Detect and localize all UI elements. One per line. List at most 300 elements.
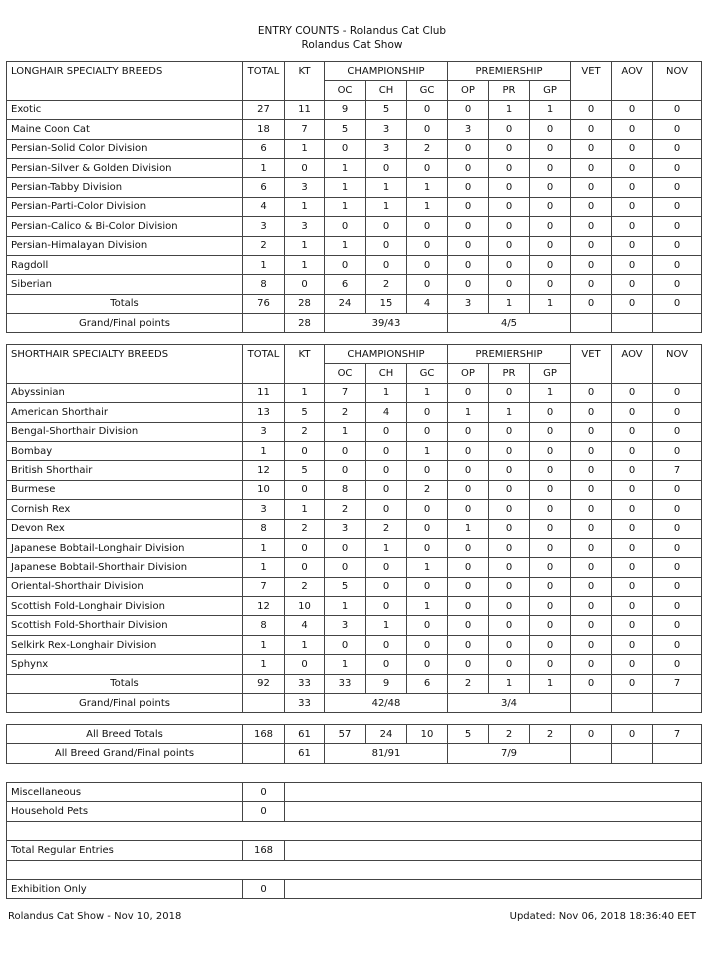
cell-ch: 0 (366, 217, 407, 236)
cell-vet: 0 (571, 139, 612, 158)
cell-aov: 0 (612, 725, 653, 744)
cell-gp: 0 (530, 480, 571, 499)
cell-pr: 0 (489, 158, 530, 177)
row-label: Totals (7, 674, 243, 693)
cell-kt: 1 (285, 635, 325, 654)
cell-op: 0 (448, 461, 489, 480)
cell-gp: 0 (530, 275, 571, 294)
cell-oc: 0 (325, 538, 366, 557)
cell-ch: 4 (366, 403, 407, 422)
cell-total: 3 (243, 422, 285, 441)
table-row (7, 480, 702, 499)
col-header-premiership: PREMIERSHIP (448, 62, 571, 81)
cell-kt: 0 (285, 538, 325, 557)
cell-total: 6 (243, 139, 285, 158)
cell-kt: 4 (285, 616, 325, 635)
table-cell (653, 364, 702, 383)
cell-gp: 0 (530, 635, 571, 654)
cell-kt: 1 (285, 139, 325, 158)
cell-total: 6 (243, 178, 285, 197)
cell-kt: 2 (285, 577, 325, 596)
col-header-vet: VET (571, 345, 612, 364)
cell-oc: 1 (325, 422, 366, 441)
table-cell (285, 783, 702, 802)
cell-oc: 2 (325, 403, 366, 422)
cell-oc: 0 (325, 255, 366, 274)
cell-total: 1 (243, 655, 285, 674)
cell-nov: 0 (653, 275, 702, 294)
cell-oc: 3 (325, 616, 366, 635)
row-label: Persian-Calico & Bi-Color Division (7, 217, 243, 236)
cell-aov: 0 (612, 100, 653, 119)
cell-gp: 0 (530, 441, 571, 460)
cell-gc: 0 (407, 616, 448, 635)
table-cell (612, 364, 653, 383)
report-header (0, 24, 704, 52)
cell-gp: 0 (530, 461, 571, 480)
cell-nov: 0 (653, 616, 702, 635)
table-cell (612, 314, 653, 333)
table-row (7, 120, 702, 139)
summary-row (7, 802, 702, 821)
cell-total: 76 (243, 294, 285, 313)
cell-vet: 0 (571, 674, 612, 693)
table-cell (571, 314, 612, 333)
col-header-ch: CH (366, 81, 407, 100)
cell-aov: 0 (612, 635, 653, 654)
cell-oc: 0 (325, 441, 366, 460)
cell-gc: 6 (407, 674, 448, 693)
cell-total: 1 (243, 558, 285, 577)
table-cell (653, 314, 702, 333)
cell-gp: 2 (530, 725, 571, 744)
cell-vet: 0 (571, 158, 612, 177)
cell-kt: 3 (285, 217, 325, 236)
cell-gc: 1 (407, 441, 448, 460)
cell-oc: 9 (325, 100, 366, 119)
col-header-pr: PR (489, 364, 530, 383)
cell-op: 0 (448, 158, 489, 177)
row-label: Totals (7, 294, 243, 313)
cell-ch: 0 (366, 480, 407, 499)
cell-kt-points: 28 (285, 314, 325, 333)
cell-aov: 0 (612, 480, 653, 499)
table-row (7, 616, 702, 635)
cell-nov: 0 (653, 441, 702, 460)
cell-pr: 0 (489, 655, 530, 674)
cell-op: 0 (448, 275, 489, 294)
cell-oc: 0 (325, 139, 366, 158)
cell-gp: 0 (530, 597, 571, 616)
cell-vet: 0 (571, 519, 612, 538)
row-label: Grand/Final points (7, 694, 243, 713)
cell-ch: 0 (366, 577, 407, 596)
col-header-vet: VET (571, 62, 612, 81)
cell-gc: 0 (407, 635, 448, 654)
summary-row (7, 783, 702, 802)
header-row (7, 62, 702, 81)
col-header-oc: OC (325, 364, 366, 383)
cell-kt: 2 (285, 519, 325, 538)
cell-pr: 0 (489, 236, 530, 255)
cell-vet: 0 (571, 461, 612, 480)
summary-value: 168 (243, 841, 285, 860)
cell-nov: 0 (653, 294, 702, 313)
cell-oc: 0 (325, 217, 366, 236)
summary-value: 0 (243, 879, 285, 898)
table-cell (7, 364, 243, 383)
row-label: Cornish Rex (7, 500, 243, 519)
cell-total: 8 (243, 616, 285, 635)
cell-nov: 0 (653, 422, 702, 441)
cell-oc: 8 (325, 480, 366, 499)
row-label: Persian-Solid Color Division (7, 139, 243, 158)
cell-op: 1 (448, 403, 489, 422)
cell-premiership-points: 3/4 (448, 694, 571, 713)
cell-kt: 1 (285, 500, 325, 519)
cell-pr: 0 (489, 178, 530, 197)
cell-op: 0 (448, 197, 489, 216)
cell-total: 1 (243, 441, 285, 460)
cell-ch: 0 (366, 422, 407, 441)
cell-oc: 6 (325, 275, 366, 294)
cell-pr: 0 (489, 519, 530, 538)
cell-aov: 0 (612, 655, 653, 674)
cell-total: 12 (243, 461, 285, 480)
table-cell (285, 81, 325, 100)
cell-gp: 0 (530, 577, 571, 596)
cell-gc: 1 (407, 597, 448, 616)
row-label: Persian-Tabby Division (7, 178, 243, 197)
row-label: Scottish Fold-Shorthair Division (7, 616, 243, 635)
cell-aov: 0 (612, 674, 653, 693)
cell-ch: 0 (366, 441, 407, 460)
table-row (7, 255, 702, 274)
cell-oc: 2 (325, 500, 366, 519)
table-cell (612, 694, 653, 713)
cell-kt: 5 (285, 403, 325, 422)
cell-gc: 0 (407, 538, 448, 557)
cell-gp: 0 (530, 255, 571, 274)
cell-oc: 0 (325, 635, 366, 654)
cell-total: 11 (243, 383, 285, 402)
cell-pr: 0 (489, 616, 530, 635)
cell-kt: 11 (285, 100, 325, 119)
row-label: American Shorthair (7, 403, 243, 422)
cell-gc: 1 (407, 178, 448, 197)
cell-vet: 0 (571, 403, 612, 422)
cell-total: 4 (243, 197, 285, 216)
cell-vet: 0 (571, 217, 612, 236)
table-row (7, 461, 702, 480)
cell-aov: 0 (612, 236, 653, 255)
cell-gp: 0 (530, 120, 571, 139)
table-cell (7, 81, 243, 100)
cell-ch: 3 (366, 120, 407, 139)
cell-aov: 0 (612, 139, 653, 158)
cell-pr: 0 (489, 197, 530, 216)
table-row (7, 538, 702, 557)
cell-op: 0 (448, 255, 489, 274)
cell-op: 0 (448, 236, 489, 255)
header-row (7, 345, 702, 364)
row-label: Selkirk Rex-Longhair Division (7, 635, 243, 654)
table-cell (653, 81, 702, 100)
row-label: All Breed Totals (7, 725, 243, 744)
cell-total: 13 (243, 403, 285, 422)
cell-pr: 0 (489, 422, 530, 441)
cell-nov: 0 (653, 500, 702, 519)
cell-kt: 0 (285, 158, 325, 177)
cell-gc: 0 (407, 236, 448, 255)
cell-gc: 0 (407, 577, 448, 596)
cell-total: 2 (243, 236, 285, 255)
cell-total: 3 (243, 217, 285, 236)
cell-ch: 0 (366, 255, 407, 274)
cell-vet: 0 (571, 275, 612, 294)
cell-gp: 0 (530, 616, 571, 635)
row-label: Sphynx (7, 655, 243, 674)
table-row (7, 403, 702, 422)
cell-vet: 0 (571, 120, 612, 139)
cell-aov: 0 (612, 120, 653, 139)
cell-ch: 15 (366, 294, 407, 313)
cell-vet: 0 (571, 255, 612, 274)
cell-kt: 0 (285, 275, 325, 294)
cell-nov: 0 (653, 577, 702, 596)
cell-aov: 0 (612, 255, 653, 274)
spacer-row (7, 821, 702, 840)
table-row (7, 441, 702, 460)
table-cell (7, 860, 702, 879)
cell-pr: 0 (489, 255, 530, 274)
cell-ch: 0 (366, 558, 407, 577)
col-header-aov: AOV (612, 345, 653, 364)
footer-show-date: Rolandus Cat Show - Nov 10, 2018 (8, 911, 182, 922)
cell-gc: 0 (407, 158, 448, 177)
report-title: ENTRY COUNTS - Rolandus Cat Club (257, 25, 447, 37)
subheader-row (7, 81, 702, 100)
cell-ch: 3 (366, 139, 407, 158)
cell-ch: 2 (366, 275, 407, 294)
cell-ch: 1 (366, 616, 407, 635)
cell-vet: 0 (571, 635, 612, 654)
cell-op: 3 (448, 294, 489, 313)
cell-oc: 33 (325, 674, 366, 693)
col-header-total: TOTAL (243, 62, 285, 81)
cell-oc: 7 (325, 383, 366, 402)
cell-op: 0 (448, 500, 489, 519)
cell-kt: 1 (285, 255, 325, 274)
row-label: Persian-Parti-Color Division (7, 197, 243, 216)
grand-row (7, 314, 702, 333)
cell-op: 0 (448, 538, 489, 557)
cell-vet: 0 (571, 725, 612, 744)
col-header-oc: OC (325, 81, 366, 100)
cell-vet: 0 (571, 383, 612, 402)
cell-nov: 7 (653, 674, 702, 693)
cell-gc: 0 (407, 100, 448, 119)
col-header-op: OP (448, 364, 489, 383)
cell-pr: 0 (489, 139, 530, 158)
summary-label: Exhibition Only (7, 879, 243, 898)
cell-ch: 0 (366, 500, 407, 519)
cell-nov: 7 (653, 461, 702, 480)
row-label: Persian-Himalayan Division (7, 236, 243, 255)
cell-kt: 1 (285, 236, 325, 255)
row-label: Japanese Bobtail-Longhair Division (7, 538, 243, 557)
col-header-kt: KT (285, 345, 325, 364)
cell-pr: 2 (489, 725, 530, 744)
table-row (7, 558, 702, 577)
col-header-nov: NOV (653, 345, 702, 364)
cell-nov: 0 (653, 635, 702, 654)
cell-pr: 0 (489, 597, 530, 616)
cell-nov: 0 (653, 120, 702, 139)
cell-oc: 5 (325, 577, 366, 596)
cell-oc: 1 (325, 236, 366, 255)
cell-pr: 1 (489, 403, 530, 422)
col-header-premiership: PREMIERSHIP (448, 345, 571, 364)
cell-nov: 0 (653, 655, 702, 674)
cell-total: 8 (243, 275, 285, 294)
cell-ch: 5 (366, 100, 407, 119)
all-breed-grand-row (7, 744, 702, 763)
cell-aov: 0 (612, 383, 653, 402)
cell-vet: 0 (571, 538, 612, 557)
cell-nov: 0 (653, 383, 702, 402)
cell-total: 1 (243, 635, 285, 654)
row-label: Siberian (7, 275, 243, 294)
cell-gc: 1 (407, 383, 448, 402)
cell-gc: 0 (407, 120, 448, 139)
row-label: Persian-Silver & Golden Division (7, 158, 243, 177)
cell-aov: 0 (612, 616, 653, 635)
cell-gp: 0 (530, 236, 571, 255)
table-row (7, 383, 702, 402)
cell-vet: 0 (571, 178, 612, 197)
cell-oc: 57 (325, 725, 366, 744)
cell-aov: 0 (612, 178, 653, 197)
summary-value: 0 (243, 783, 285, 802)
table-row (7, 635, 702, 654)
cell-op: 0 (448, 577, 489, 596)
cell-op: 5 (448, 725, 489, 744)
table-row (7, 500, 702, 519)
col-header-kt: KT (285, 62, 325, 81)
table-cell (612, 744, 653, 763)
cell-championship-points: 42/48 (325, 694, 448, 713)
cell-gp: 0 (530, 558, 571, 577)
summary-label: Miscellaneous (7, 783, 243, 802)
cell-oc: 24 (325, 294, 366, 313)
all-breed-totals-row (7, 725, 702, 744)
cell-nov: 0 (653, 139, 702, 158)
table-cell (571, 744, 612, 763)
cell-oc: 1 (325, 158, 366, 177)
cell-total: 7 (243, 577, 285, 596)
table-row (7, 655, 702, 674)
col-header-gc: GC (407, 364, 448, 383)
table-cell (653, 694, 702, 713)
cell-gc: 1 (407, 558, 448, 577)
cell-aov: 0 (612, 577, 653, 596)
cell-kt: 10 (285, 597, 325, 616)
cell-ch: 1 (366, 538, 407, 557)
cell-pr: 1 (489, 100, 530, 119)
cell-gp: 0 (530, 655, 571, 674)
cell-pr: 1 (489, 674, 530, 693)
cell-oc: 0 (325, 558, 366, 577)
cell-nov: 0 (653, 255, 702, 274)
cell-nov: 0 (653, 217, 702, 236)
cell-premiership-points: 7/9 (448, 744, 571, 763)
cell-oc: 1 (325, 597, 366, 616)
cell-gp: 0 (530, 519, 571, 538)
cell-gp: 1 (530, 383, 571, 402)
cell-ch: 0 (366, 655, 407, 674)
cell-op: 0 (448, 100, 489, 119)
cell-op: 0 (448, 616, 489, 635)
cell-gp: 0 (530, 500, 571, 519)
table-cell (285, 364, 325, 383)
row-label: Japanese Bobtail-Shorthair Division (7, 558, 243, 577)
cell-total: 8 (243, 519, 285, 538)
cell-vet: 0 (571, 616, 612, 635)
cell-aov: 0 (612, 538, 653, 557)
cell-gc: 0 (407, 655, 448, 674)
cell-ch: 0 (366, 236, 407, 255)
cell-total: 1 (243, 255, 285, 274)
cell-kt: 2 (285, 422, 325, 441)
cell-kt: 0 (285, 655, 325, 674)
cell-gc: 0 (407, 217, 448, 236)
cell-aov: 0 (612, 441, 653, 460)
summary-label: Household Pets (7, 802, 243, 821)
cell-pr: 0 (489, 383, 530, 402)
cell-gp: 0 (530, 217, 571, 236)
summary-label: Total Regular Entries (7, 841, 243, 860)
cell-kt: 0 (285, 558, 325, 577)
row-label: Burmese (7, 480, 243, 499)
cell-gc: 0 (407, 519, 448, 538)
cell-vet: 0 (571, 500, 612, 519)
cell-nov: 0 (653, 558, 702, 577)
cell-gp: 0 (530, 158, 571, 177)
cell-total: 12 (243, 597, 285, 616)
cell-gc: 0 (407, 461, 448, 480)
cell-vet: 0 (571, 197, 612, 216)
table-row (7, 275, 702, 294)
table-cell (571, 81, 612, 100)
shorthair-table (6, 344, 702, 713)
table-row (7, 217, 702, 236)
section-title: SHORTHAIR SPECIALTY BREEDS (7, 345, 243, 364)
cell-pr: 0 (489, 480, 530, 499)
col-header-gc: GC (407, 81, 448, 100)
cell-total: 92 (243, 674, 285, 693)
cell-premiership-points: 4/5 (448, 314, 571, 333)
cell-gc: 10 (407, 725, 448, 744)
cell-aov: 0 (612, 197, 653, 216)
cell-gp: 1 (530, 100, 571, 119)
cell-championship-points: 39/43 (325, 314, 448, 333)
cell-aov: 0 (612, 558, 653, 577)
cell-op: 0 (448, 480, 489, 499)
table-cell (243, 314, 285, 333)
table-row (7, 158, 702, 177)
cell-ch: 1 (366, 178, 407, 197)
